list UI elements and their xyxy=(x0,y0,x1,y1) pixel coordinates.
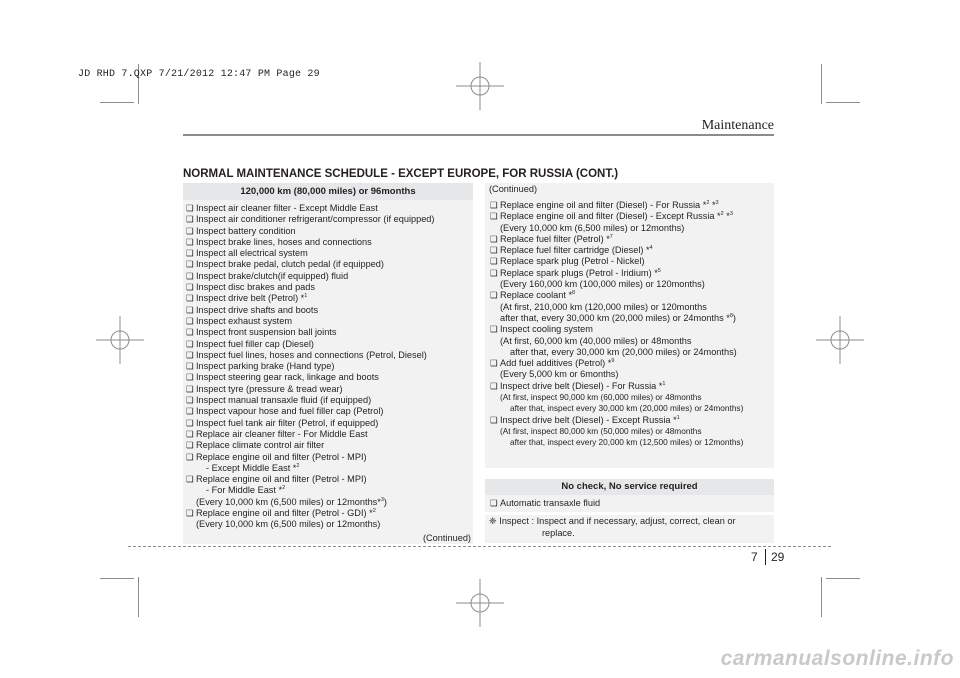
page-number: 29 xyxy=(771,550,785,564)
right-schedule-panel xyxy=(485,183,774,468)
crop-mark xyxy=(826,578,860,579)
registration-mark-bottom xyxy=(456,579,504,627)
print-slug: JD RHD 7.QXP 7/21/2012 12:47 PM Page 29 xyxy=(78,69,320,80)
list-item: ❑ Inspect brake/clutch(if equipped) fluid xyxy=(186,270,349,281)
crop-mark xyxy=(100,578,134,579)
list-item: ❑ Replace fuel filter cartridge (Diesel) *$^4$ xyxy=(490,245,653,256)
left-item-list xyxy=(183,203,473,531)
list-item: ❑ Inspect battery condition xyxy=(186,225,296,236)
list-item: ❑ Inspect parking brake (Hand type) xyxy=(186,361,335,372)
crop-mark xyxy=(138,577,139,617)
list-item: ❑ Inspect exhaust system xyxy=(186,315,293,326)
continued-label: (Continued) xyxy=(489,184,538,194)
list-item: ❑ Replace spark plug (Petrol - Nickel) xyxy=(490,256,645,267)
list-item: ❑ Inspect brake lines, hoses and connections xyxy=(186,236,372,247)
legend-text: Inspect and if necessary, adjust, correct, clean or xyxy=(536,516,736,526)
no-check-panel xyxy=(485,479,774,512)
list-item: ❑ Inspect fuel tank air filter (Petrol, if equipped) xyxy=(186,417,379,428)
legend-text-continued: replace. xyxy=(542,528,575,538)
left-schedule-panel xyxy=(183,183,473,544)
list-item: ❑ Replace coolant *$^8$ (At first, 210,000 km (120,000 miles) or 120months after that, every 30,000 km (20,000 miles) or 24months *$^8$) xyxy=(490,290,736,323)
list-item: ❑ Inspect vapour hose and fuel filler cap (Petrol) xyxy=(186,406,384,417)
crop-mark xyxy=(100,102,134,103)
crop-mark xyxy=(821,577,822,617)
registration-mark-left xyxy=(96,316,144,364)
list-item: ❑ Inspect fuel lines, hoses and connections (Petrol, Diesel) xyxy=(186,349,427,360)
legend-symbol: ❈ xyxy=(489,516,497,526)
list-item: ❑ Inspect disc brakes and pads xyxy=(186,282,315,293)
list-item: ❑ Inspect drive belt (Diesel) - For Russia *$^1$ (At first, inspect 90,000 km (60,000 miles) or 48months after that, inspect every 30,000 km (20,000 miles) or 24months) xyxy=(490,380,744,414)
list-item: ❑ Inspect drive belt (Petrol) *$^1$ xyxy=(186,293,308,304)
header-rule xyxy=(183,134,774,136)
right-item-list xyxy=(485,200,774,449)
list-item: ❑ Replace air cleaner filter - For Middle East xyxy=(186,428,368,439)
list-item: ❑ Inspect tyre (pressure & tread wear) xyxy=(186,383,343,394)
list-item: ❑ Automatic transaxle fluid xyxy=(490,498,601,508)
chapter-number: 7 xyxy=(751,550,758,564)
crop-mark xyxy=(826,102,860,103)
list-item: ❑ Inspect drive shafts and boots xyxy=(186,304,319,315)
footer-rule xyxy=(128,546,831,547)
no-check-list xyxy=(485,498,774,509)
watermark: carmanualsonline.info xyxy=(720,647,954,670)
list-item: ❑ Replace engine oil and filter (Petrol - MPI) - For Middle East *$^2$ (Every 10,000 km (6,500 miles) or 12months*$^3$) xyxy=(186,474,387,507)
list-item: ❑ Replace engine oil and filter (Petrol - MPI) - Except Middle East *$^2$ xyxy=(186,451,367,473)
list-item: ❑ Inspect all electrical system xyxy=(186,248,308,259)
registration-mark-top xyxy=(456,62,504,110)
interval-heading: 120,000 km (80,000 miles) or 96months xyxy=(183,183,473,200)
continued-label: (Continued) xyxy=(422,533,471,543)
list-item: ❑ Inspect cooling system (At first, 60,000 km (40,000 miles) or 48months after that, every 30,000 km (20,000 miles) or 24months) xyxy=(490,324,737,357)
list-item: ❑ Inspect manual transaxle fluid (if equipped) xyxy=(186,395,372,406)
list-item: ❑ Inspect drive belt (Diesel) - Except Russia *$^1$ (At first, inspect 80,000 km (50,000 miles) or 48months after that, inspect every 20,000 km (12,500 miles) or 12months) xyxy=(490,414,744,448)
crop-mark xyxy=(821,64,822,104)
list-item: ❑ Replace engine oil and filter (Diesel) - Except Russia *$^2$ *$^3$ (Every 10,000 km (6,500 miles) or 12months) xyxy=(490,211,733,233)
list-item: ❑ Add fuel additives (Petrol) *$^9$ (Every 5,000 km or 6months) xyxy=(490,358,619,380)
list-item: ❑ Inspect air cleaner filter - Except Middle East xyxy=(186,203,378,213)
list-item: ❑ Inspect front suspension ball joints xyxy=(186,327,337,338)
page-number-separator xyxy=(765,549,766,565)
page-header-title: Maintenance xyxy=(701,118,774,133)
no-check-heading: No check, No service required xyxy=(485,479,774,495)
list-item: ❑ Inspect steering gear rack, linkage and boots xyxy=(186,372,379,383)
legend-label: Inspect : xyxy=(499,516,534,526)
list-item: ❑ Inspect brake pedal, clutch pedal (if equipped) xyxy=(186,259,384,270)
list-item: ❑ Replace engine oil and filter (Diesel) - For Russia *$^2$ *$^3$ xyxy=(490,199,719,210)
list-item: ❑ Replace climate control air filter xyxy=(186,440,325,451)
legend-note xyxy=(485,515,774,543)
list-item: ❑ Replace spark plugs (Petrol - Iridium) *$^5$ (Every 160,000 km (100,000 miles) or 120months) xyxy=(490,267,705,290)
registration-mark-right xyxy=(816,316,864,364)
section-title: NORMAL MAINTENANCE SCHEDULE - EXCEPT EUROPE, FOR RUSSIA (CONT.) xyxy=(183,168,619,180)
list-item: ❑ Inspect fuel filler cap (Diesel) xyxy=(186,338,314,349)
list-item: ❑ Replace engine oil and filter (Petrol - GDI) *$^2$ (Every 10,000 km (6,500 miles) or 12months) xyxy=(186,507,381,530)
list-item: ❑ Inspect air conditioner refrigerant/compressor (if equipped) xyxy=(186,214,435,225)
list-item: ❑ Replace fuel filter (Petrol) *$^7$ xyxy=(490,233,613,244)
